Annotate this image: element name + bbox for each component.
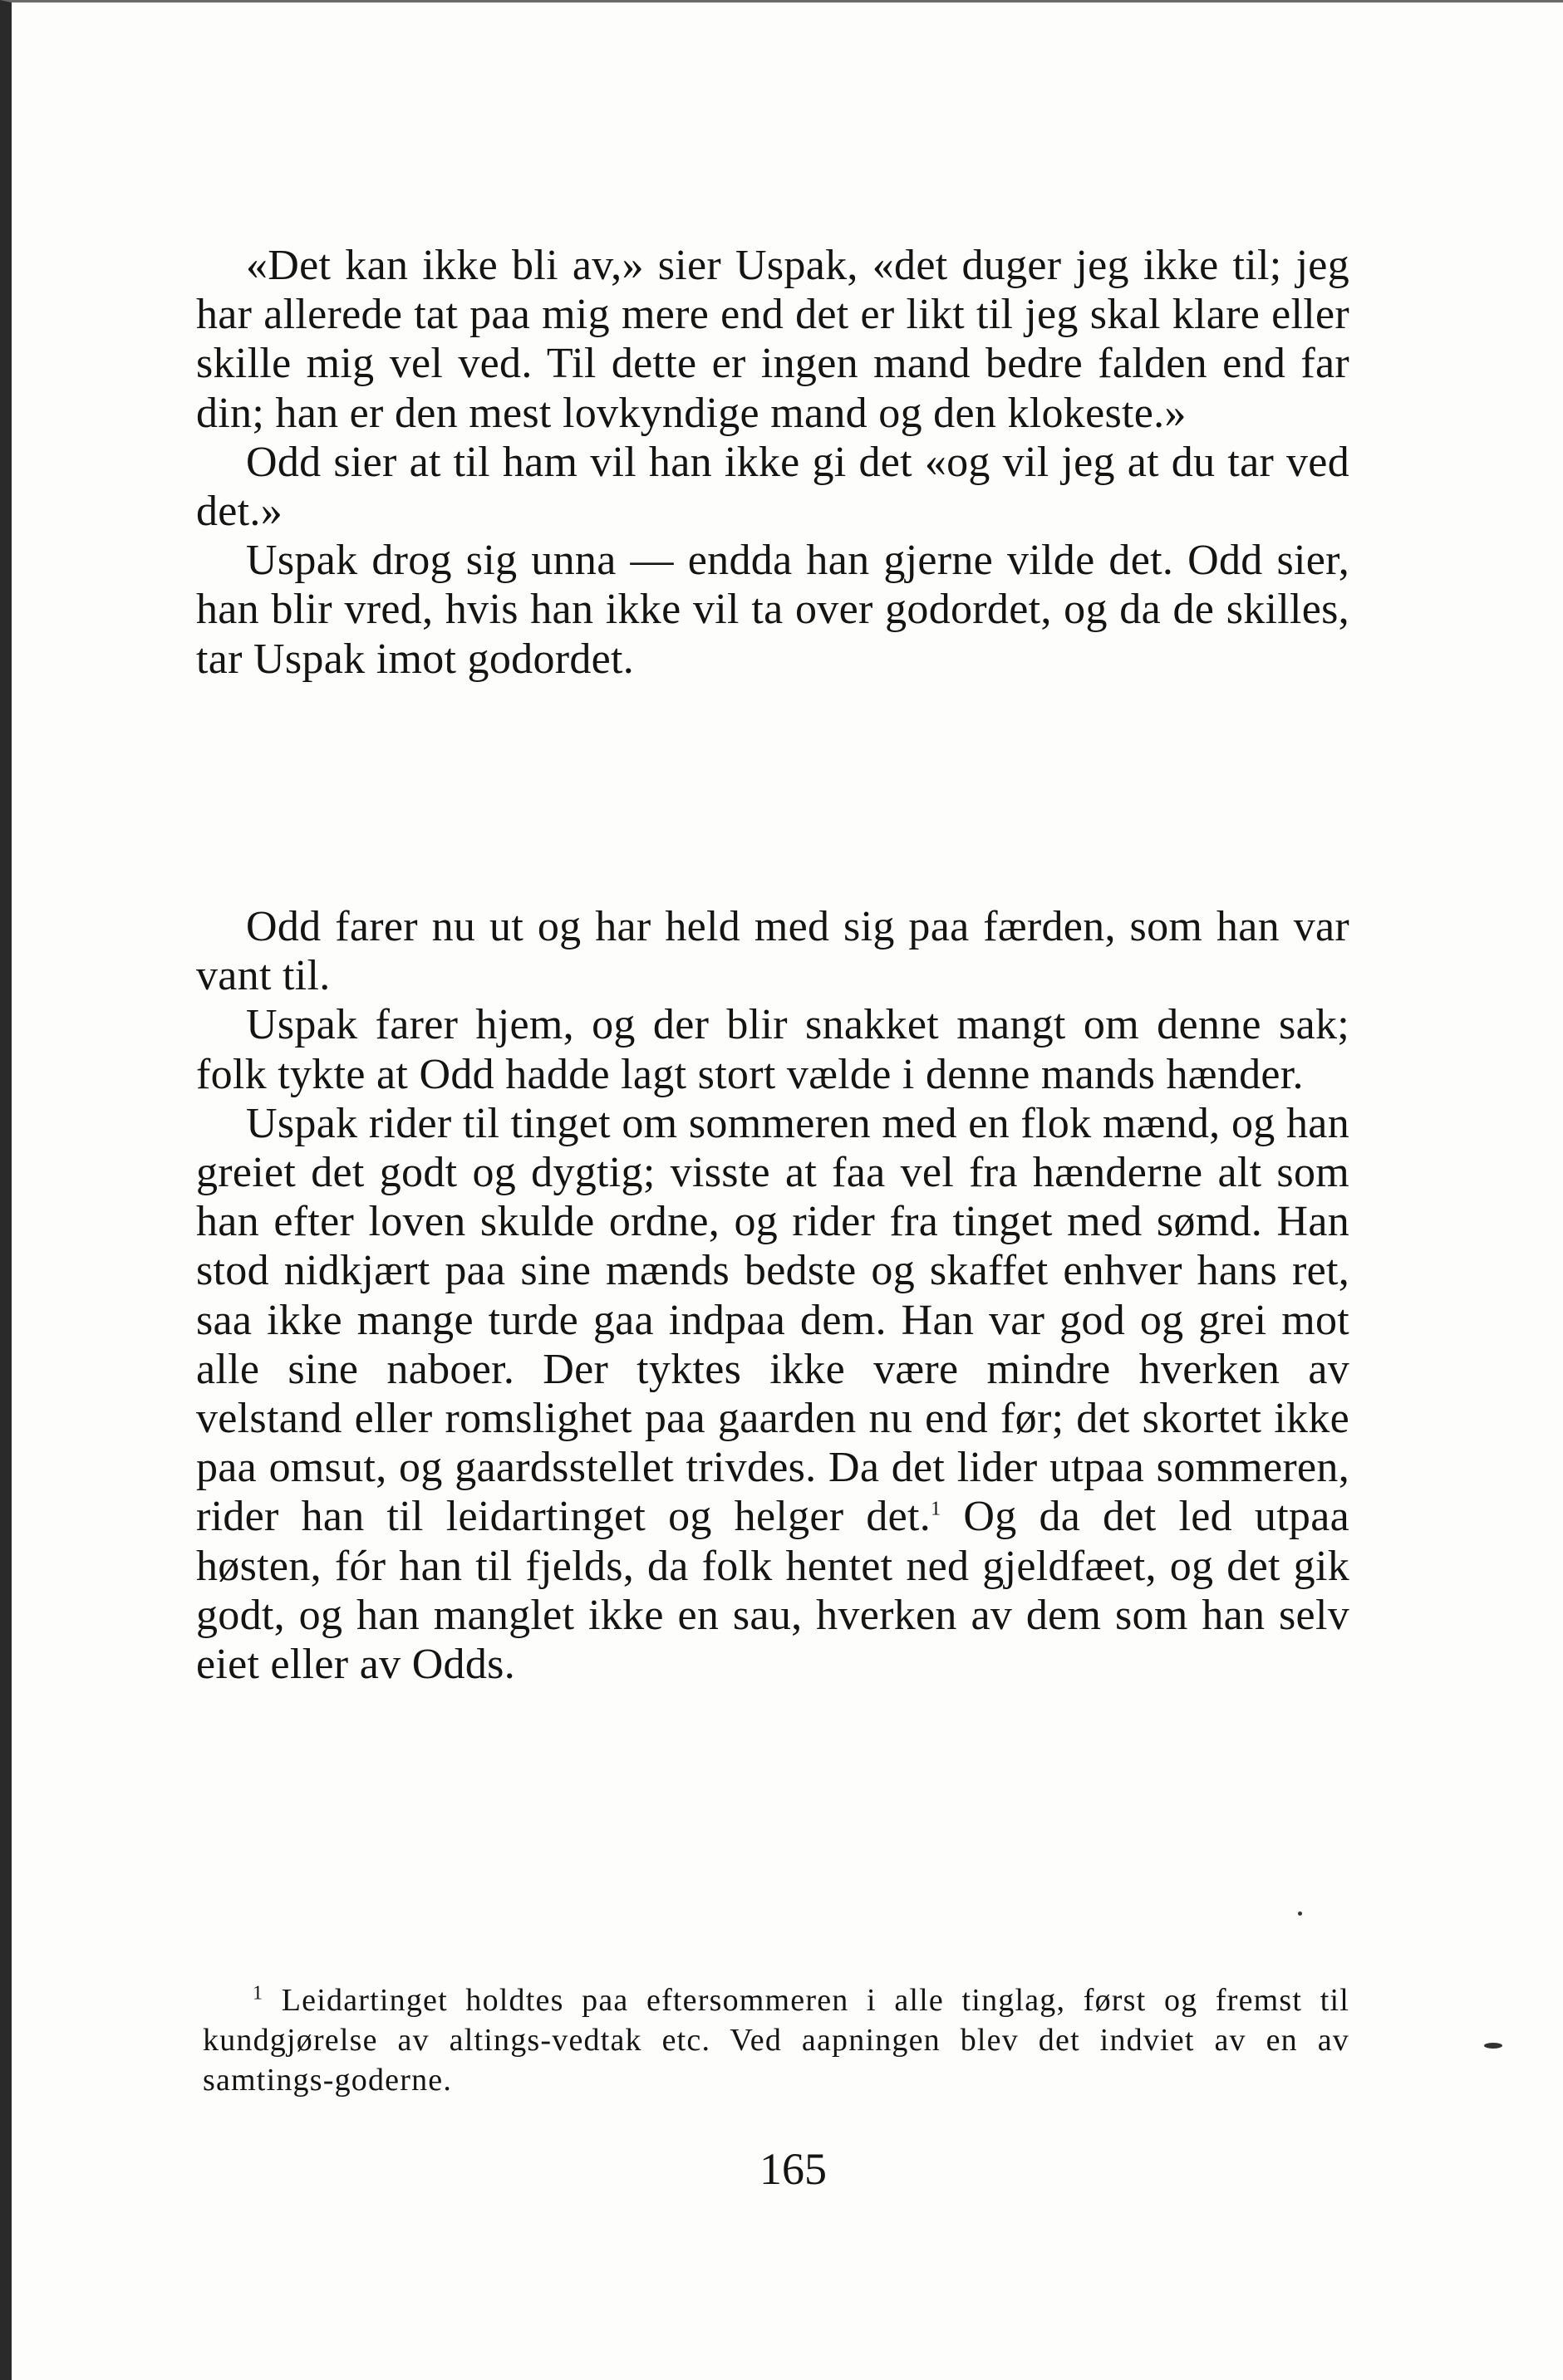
ink-speck	[1484, 2043, 1502, 2049]
paragraph: «Det kan ikke bli av,» sier Uspak, «det duger jeg ikke til; jeg har allerede tat paa mig mere end det er likt til jeg skal klare eller skille mig vel ved. Til dette er ingen mand bedre falden end far din; han er den mest lovkyndige mand og den klokeste.»	[196, 242, 1349, 437]
paragraph: Uspak drog sig unna — endda han gjerne vilde det. Odd sier, han blir vred, hvis han ikke vil ta over godordet, og da de skilles, tar Uspak imot godordet.	[196, 537, 1349, 683]
footnote-reference[interactable]: 1	[931, 1499, 941, 1521]
paragraph-text: Uspak rider til tinget om sommeren med en flok mænd, og han greiet det godt og dygtig; visste at faa vel fra hænderne alt som han efter loven skulde ordne, og rider fra tinget med sømd. Han stod nidkjært paa sine mænds bedste og skaffet enhver hans ret, saa ikke mange turde gaa indpaa dem. Han var god og grei mot alle sine naboer. Der tyktes ikke være mindre hverken av velstand eller romslighet paa gaarden nu end før; det skortet ikke paa omsut, og gaardsstellet trivdes. Da det lider utpaa sommeren, rider han til leidartinget og helger det.	[196, 1099, 1349, 1541]
paragraph-with-footnote	[196, 1099, 1349, 1689]
paragraph: Odd sier at til ham vil han ikke gi det «og vil jeg at du tar ved det.»	[196, 438, 1349, 536]
paragraph: Odd farer nu ut og har held med sig paa færden, som han var vant til.	[196, 903, 1349, 1000]
footnote-text: Leidartinget holdtes paa eftersommeren i alle tinglag, først og fremst til kundgjørelse av altings-vedtak etc. Ved aapningen blev det indviet av en av samtings-goderne.	[203, 1983, 1349, 2098]
paragraph-text-continued: Og da det led utpaa høsten, fór han til fjelds, da folk hentet ned gjeldfæet, og det gik godt, og han manglet ikke en sau, hverken av dem som han selv eiet eller av Odds.	[196, 1493, 1349, 1689]
footnote	[203, 1980, 1349, 2100]
text-block-one	[196, 241, 1349, 684]
footnote-marker: 1	[253, 1982, 264, 2005]
text-block-two	[196, 902, 1349, 1689]
ink-speck	[1298, 1911, 1302, 1916]
paragraph: Uspak farer hjem, og der blir snakket mangt om denne sak; folk tykte at Odd hadde lagt stort vælde i denne mands hænder.	[196, 1001, 1349, 1098]
page-number: 165	[759, 2144, 827, 2194]
